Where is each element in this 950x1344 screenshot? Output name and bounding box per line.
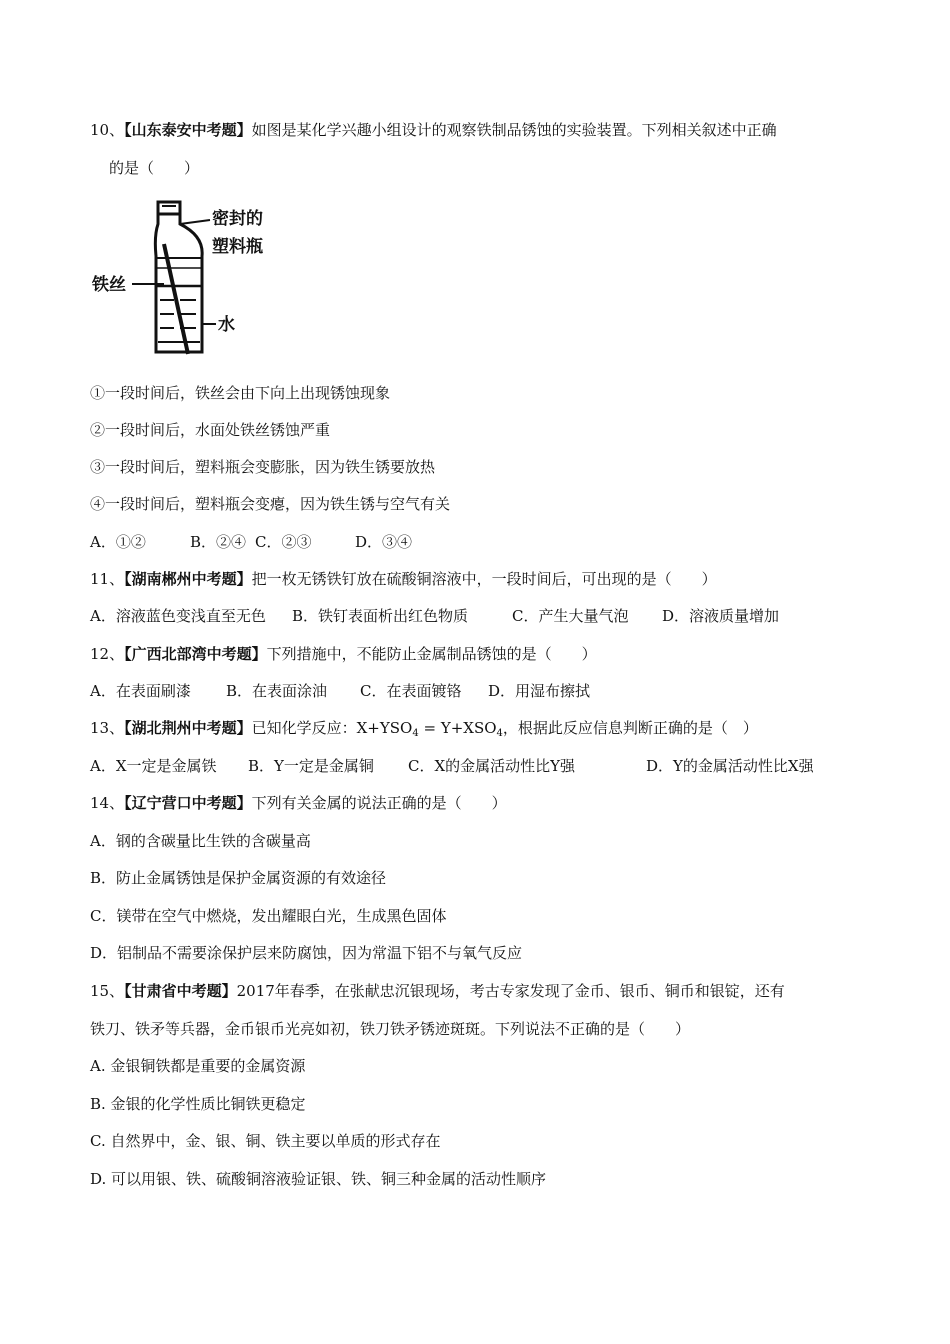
q13-options	[90, 756, 814, 776]
q10-statement-3: ③一段时间后，塑料瓶会变膨胀，因为铁生锈要放热	[90, 458, 436, 476]
q12-option-a[interactable]: A．在表面刷漆	[90, 682, 191, 700]
label-bottle-line2: 塑料瓶	[212, 237, 263, 257]
q15-option-b[interactable]: B. 金银的化学性质比铜铁更稳定	[90, 1095, 306, 1113]
q10-option-a[interactable]: A．①②	[90, 533, 146, 551]
q15-stem-text1: 2017年春季，在张献忠沉银现场，考古专家发现了金币、银币、铜币和银锭，还有	[236, 982, 785, 1000]
label-water: 水	[218, 315, 235, 335]
q10-options	[90, 532, 412, 552]
q11-stem	[90, 569, 717, 589]
q14-option-a[interactable]: A．钢的含碳量比生铁的含碳量高	[90, 832, 311, 850]
q11-option-a[interactable]: A．溶液蓝色变浅直至无色	[90, 607, 266, 625]
q14-number: 14、	[90, 794, 125, 812]
q13-stem-a: 已知化学反应：X+YSO	[251, 719, 413, 737]
q15-option-a[interactable]: A. 金银铜铁都是重要的金属资源	[90, 1057, 306, 1075]
q15-option-c[interactable]: C. 自然界中，金、银、铜、铁主要以单质的形式存在	[90, 1132, 441, 1150]
q10-option-d[interactable]: D．③④	[355, 533, 413, 551]
label-iron-wire: 铁丝	[92, 275, 126, 295]
bottle-leader-line	[180, 220, 210, 224]
label-bottle-line1: 密封的	[212, 209, 263, 229]
q14-stem	[90, 793, 507, 813]
q11-option-d[interactable]: D．溶液质量增加	[662, 607, 780, 625]
q10-statement-2: ②一段时间后，水面处铁丝锈蚀严重	[90, 421, 331, 439]
q11-option-c[interactable]: C．产生大量气泡	[512, 607, 629, 625]
q13-subscript-2: 4	[496, 728, 503, 739]
q15-source: 【甘肃省中考题】	[124, 982, 237, 1000]
q10-stem-text1: 如图是某化学兴趣小组设计的观察铁制品锈蚀的实验装置。下列相关叙述中正确	[251, 121, 777, 139]
q11-number: 11、	[90, 570, 125, 588]
q13-option-c[interactable]: C．X的金属活动性比Y强	[408, 757, 576, 775]
q12-option-c[interactable]: C．在表面镀铬	[360, 682, 462, 700]
q13-source: 【湖北荆州中考题】	[124, 719, 252, 737]
q10-number: 10、	[90, 121, 125, 139]
q15-option-d[interactable]: D. 可以用银、铁、硫酸铜溶液验证银、铁、铜三种金属的活动性顺序	[90, 1170, 547, 1188]
q12-options	[90, 681, 590, 701]
q13-stem-b: = Y+XSO	[418, 719, 497, 737]
q13-stem-c: ，根据此反应信息判断正确的是（ ）	[502, 719, 758, 737]
q10-stem-line2: 的是（ ）	[109, 159, 200, 177]
q12-option-d[interactable]: D．用湿布擦拭	[488, 682, 591, 700]
q12-stem-text: 下列措施中，不能防止金属制品锈蚀的是（ ）	[266, 645, 597, 663]
q13-option-a[interactable]: A．X一定是金属铁	[90, 757, 217, 775]
q13-number: 13、	[90, 719, 125, 737]
q12-stem	[90, 644, 597, 664]
q14-stem-text: 下列有关金属的说法正确的是（ ）	[251, 794, 507, 812]
q12-source: 【广西北部湾中考题】	[124, 645, 267, 663]
q14-option-b[interactable]: B．防止金属锈蚀是保护金属资源的有效途径	[90, 869, 387, 887]
q10-option-b[interactable]: B．②④	[190, 533, 247, 551]
q12-option-b[interactable]: B．在表面涂油	[226, 682, 328, 700]
q12-number: 12、	[90, 645, 125, 663]
q14-source: 【辽宁营口中考题】	[124, 794, 252, 812]
q14-option-d[interactable]: D．铝制品不需要涂保护层来防腐蚀，因为常温下铝不与氧气反应	[90, 944, 523, 962]
q11-source: 【湖南郴州中考题】	[124, 570, 252, 588]
q10-statement-1: ①一段时间后，铁丝会由下向上出现锈蚀现象	[90, 384, 391, 402]
q10-option-c[interactable]: C．②③	[255, 533, 312, 551]
q14-option-c[interactable]: C．镁带在空气中燃烧，发出耀眼白光，生成黑色固体	[90, 907, 447, 925]
q13-subscript-1: 4	[412, 728, 419, 739]
q10-statement-4: ④一段时间后，塑料瓶会变瘪，因为铁生锈与空气有关	[90, 495, 451, 513]
q10-stem-line1	[90, 120, 777, 140]
q11-stem-text: 把一枚无锈铁钉放在硫酸铜溶液中，一段时间后，可出现的是（ ）	[251, 570, 717, 588]
q11-options	[90, 606, 779, 626]
q13-stem	[90, 718, 758, 744]
q11-option-b[interactable]: B．铁钉表面析出红色物质	[292, 607, 469, 625]
q13-option-b[interactable]: B．Y一定是金属铜	[248, 757, 374, 775]
q15-number: 15、	[90, 982, 125, 1000]
bottle-diagram-svg	[92, 196, 292, 358]
q15-stem-line1	[90, 981, 785, 1001]
bottle-cap-shape	[158, 202, 180, 214]
q10-source: 【山东泰安中考题】	[124, 121, 252, 139]
q13-option-d[interactable]: D．Y的金属活动性比X强	[646, 757, 814, 775]
rust-experiment-figure	[92, 196, 292, 358]
q15-stem-line2: 铁刀、铁矛等兵器，金币银币光亮如初，铁刀铁矛锈迹斑斑。下列说法不正确的是（ ）	[90, 1020, 691, 1038]
